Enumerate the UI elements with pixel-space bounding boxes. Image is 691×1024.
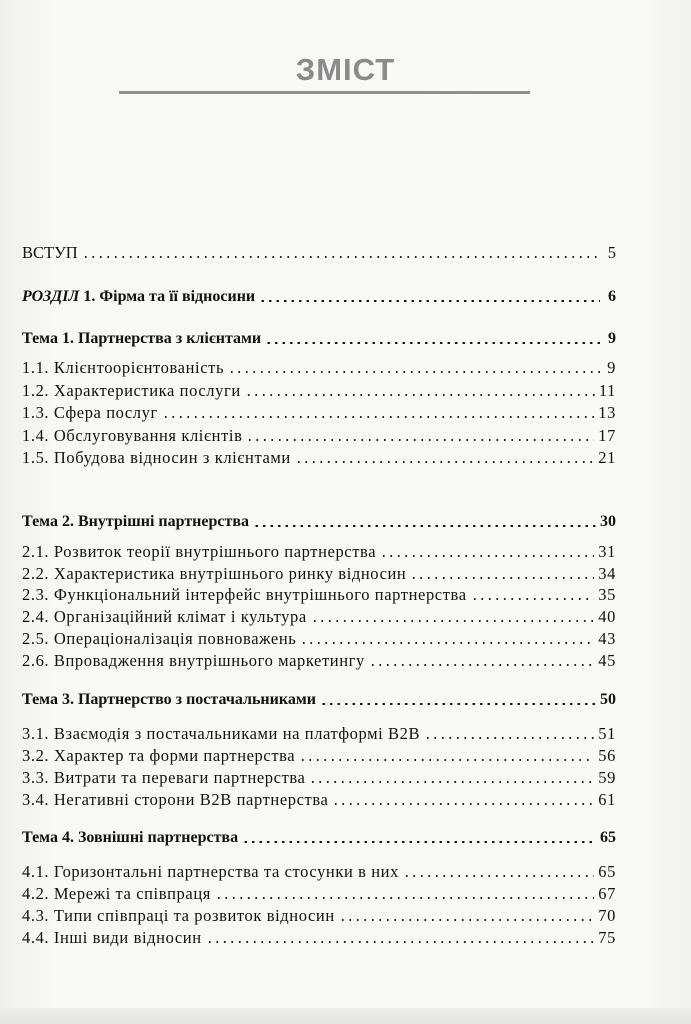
toc-dot-leader xyxy=(299,759,594,761)
toc-page-number: 9 xyxy=(607,358,616,377)
toc-page-number: 9 xyxy=(608,330,616,347)
toc-page-number: 45 xyxy=(598,651,616,670)
toc-dot-leader xyxy=(410,577,594,579)
toc-entry xyxy=(22,627,616,649)
toc-dot-leader xyxy=(309,781,594,783)
toc-page-number: 75 xyxy=(598,928,616,947)
toc-entry-title: 2.3. Функціональний інтерфейс внутрішнього партнерства xyxy=(22,585,467,604)
toc-entry-title: 2.5. Операціоналізація повноважень xyxy=(22,629,297,648)
toc-page-number: 43 xyxy=(598,629,616,648)
toc-page-number: 13 xyxy=(598,403,616,422)
toc-dot-leader xyxy=(245,394,595,396)
toc-dot-leader xyxy=(265,342,600,344)
toc-page-number: 5 xyxy=(607,243,616,262)
toc-entry-title: 3.3. Витрати та переваги партнерства xyxy=(22,768,306,787)
toc-dot-leader xyxy=(332,803,594,805)
toc-dot-leader xyxy=(228,371,600,373)
toc-entry-title-rest: 1. Фірма та її відносини xyxy=(79,288,256,305)
toc-dot-leader xyxy=(320,703,596,705)
toc-page-number: 34 xyxy=(598,564,616,583)
toc-page-number: 6 xyxy=(608,288,616,305)
toc-entry xyxy=(22,860,616,882)
toc-entry xyxy=(22,904,616,926)
toc-dot-leader xyxy=(82,256,600,258)
toc-entry-title: ВСТУП xyxy=(22,243,78,262)
page-title: ЗМІСТ xyxy=(295,52,396,87)
page-bottom-edge xyxy=(0,1008,691,1024)
toc-entry xyxy=(22,926,616,948)
toc-page-number: 35 xyxy=(598,585,616,604)
toc-entry-title: 2.6. Впровадження внутрішнього маркетингу xyxy=(22,651,365,670)
toc-entry xyxy=(22,241,616,263)
toc-dot-leader xyxy=(253,525,596,527)
toc-entry xyxy=(22,356,616,378)
toc-dot-leader xyxy=(300,642,594,644)
toc-page-number: 51 xyxy=(598,724,616,743)
toc-entry-title: 4.2. Мережі та співпраця xyxy=(22,884,211,903)
toc-entry xyxy=(22,424,616,446)
toc-entry-title: 4.3. Типи співпраці та розвиток відносин xyxy=(22,906,335,925)
toc-dot-leader xyxy=(403,875,594,877)
toc-dot-leader xyxy=(311,620,594,622)
toc-page-number: 61 xyxy=(598,790,616,809)
toc-entry-title: Тема 2. Внутрішні партнерства xyxy=(22,513,249,530)
toc-entry xyxy=(22,882,616,904)
toc-entry-title: 1.3. Сфера послуг xyxy=(22,403,158,422)
toc-entry-title: 2.4. Організаційний клімат і культура xyxy=(22,607,307,626)
title-underline xyxy=(119,91,530,94)
toc-entry-title: 3.4. Негативні сторони B2B партнерства xyxy=(22,790,329,809)
toc-page-number: 59 xyxy=(598,768,616,787)
toc-entry-title xyxy=(22,287,255,307)
toc-entry-title: 2.1. Розвиток теорії внутрішнього партнерства xyxy=(22,542,377,561)
toc-entry-title: 3.2. Характер та форми партнерства xyxy=(22,746,296,765)
toc-dot-leader xyxy=(162,416,594,418)
toc-page-number: 70 xyxy=(598,906,616,925)
toc-entry xyxy=(22,649,616,671)
toc-dot-leader xyxy=(215,897,594,899)
toc-entry xyxy=(22,826,616,848)
toc-entry-title: Тема 4. Зовнішні партнерства xyxy=(22,829,239,846)
toc-entry xyxy=(22,688,616,710)
toc-entry-title: 4.4. Інші види відносин xyxy=(22,928,202,947)
toc-entry xyxy=(22,766,616,788)
toc-page-number: 30 xyxy=(600,513,616,530)
toc-page-number: 11 xyxy=(598,381,616,400)
toc-dot-leader xyxy=(259,300,600,302)
toc-dot-leader xyxy=(339,919,595,921)
toc-entry-title: 1.1. Клієнтоорієнтованість xyxy=(22,358,225,377)
toc-page-number: 21 xyxy=(598,448,616,467)
toc-entry xyxy=(22,722,616,744)
toc-entry-title: Тема 1. Партнерства з клієнтами xyxy=(22,330,262,347)
toc-entry xyxy=(22,510,616,532)
toc-entry xyxy=(22,401,616,423)
toc-entry-title: 1.2. Характеристика послуги xyxy=(22,381,241,400)
toc-entry-title: 4.1. Горизонтальні партнерства та стосунки в них xyxy=(22,862,399,881)
toc-dot-leader xyxy=(471,598,595,600)
toc-entry xyxy=(22,379,616,401)
toc-dot-leader xyxy=(246,439,594,441)
toc-entry-section-word: РОЗДІЛ xyxy=(22,288,80,305)
toc-dot-leader xyxy=(206,941,595,943)
toc-page-number: 50 xyxy=(600,691,616,708)
toc-dot-leader xyxy=(369,664,594,666)
toc-entry xyxy=(22,605,616,627)
toc-page-number: 67 xyxy=(598,884,616,903)
toc-entry xyxy=(22,540,616,562)
toc-page-number: 56 xyxy=(598,746,616,765)
toc-page-number: 17 xyxy=(598,426,616,445)
toc-entry xyxy=(22,285,616,307)
toc-entry-title: 3.1. Взаємодія з постачальниками на платформі B2B xyxy=(22,724,421,743)
toc-page-number: 31 xyxy=(598,542,616,561)
toc-entry xyxy=(22,562,616,584)
toc-entry xyxy=(22,583,616,605)
toc-dot-leader xyxy=(380,555,594,557)
toc-dot-leader xyxy=(295,461,594,463)
toc-entry xyxy=(22,446,616,468)
toc-entry xyxy=(22,327,616,349)
toc-entry xyxy=(22,744,616,766)
toc-dot-leader xyxy=(424,737,594,739)
toc-entry-title: Тема 3. Партнерство з постачальниками xyxy=(22,691,316,708)
toc-entry-title: 1.4. Обслуговування клієнтів xyxy=(22,426,243,445)
toc-page-number: 65 xyxy=(600,829,616,846)
toc-entry-title: 1.5. Побудова відносин з клієнтами xyxy=(22,448,291,467)
toc-entry-title: 2.2. Характеристика внутрішнього ринку відносин xyxy=(22,564,407,583)
toc-dot-leader xyxy=(242,841,596,843)
toc-page-number: 40 xyxy=(598,607,616,626)
toc-entry xyxy=(22,788,616,810)
toc-page-number: 65 xyxy=(598,862,616,881)
